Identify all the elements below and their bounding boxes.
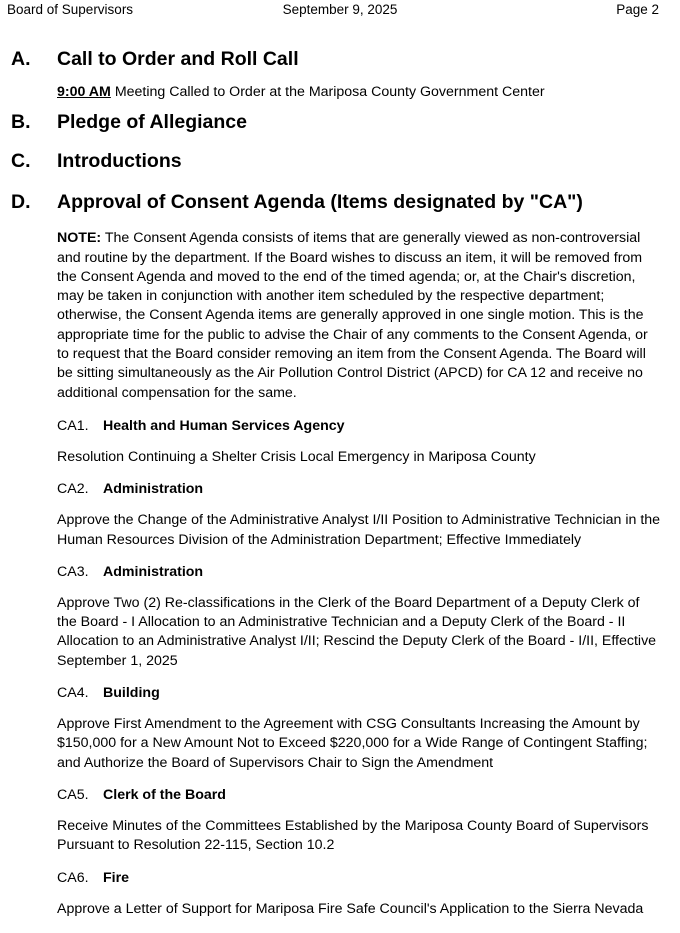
- section-consent-agenda: [11, 191, 661, 403]
- section-pledge: [11, 111, 661, 150]
- item-heading: [57, 685, 661, 705]
- item-heading: [57, 564, 661, 584]
- note-text: The Consent Agenda consists of items that are generally viewed as non-controversial and routine by the department. If the Board wishes to discuss an item, it will be removed from the Consent Agenda and moved to the end of the timed agenda; or, at the Chair's discretion, may be taken in conjunction with another item scheduled by the respective department; otherwise, the Consent Agenda items are generally approved in one single motion. This is the appropriate time for the public to advise the Chair of any comments to the Consent Agenda, or to request that the Board consider removing an item from the Consent Agenda. The Board will be sitting simultaneously as the Air Pollution Control District (APCD) for CA 12 and receive no additional compensation for the same.: [57, 230, 648, 401]
- item-department: Building: [103, 685, 160, 702]
- header-board-name: Board of Supervisors: [7, 2, 134, 17]
- consent-note: [57, 229, 661, 403]
- header-page-number: Page 2: [616, 2, 659, 17]
- section-letter: B.: [11, 111, 31, 134]
- item-department: Health and Human Services Agency: [103, 417, 345, 434]
- item-description: Approve a Letter of Support for Mariposa Fire Safe Council's Application to the Sierra Nevada: [57, 900, 644, 917]
- item-description: Receive Minutes of the Committees Established by the Mariposa County Board of Supervisors Pursuant to Resolution 22-115, Section 10.2: [57, 817, 649, 854]
- section-title: Call to Order and Roll Call: [57, 48, 299, 70]
- call-time: 9:00 AM: [57, 84, 111, 100]
- section-heading: [11, 191, 661, 227]
- header-meeting-date: September 9, 2025: [282, 2, 398, 17]
- section-heading: [11, 48, 661, 84]
- consent-item-ca2: [11, 481, 661, 550]
- item-description: Resolution Continuing a Shelter Crisis Local Emergency in Mariposa County: [57, 448, 536, 465]
- item-code: CA2.: [57, 481, 89, 498]
- note-label: NOTE:: [57, 230, 102, 247]
- section-title: Introductions: [57, 150, 182, 173]
- item-department: Clerk of the Board: [103, 786, 226, 803]
- item-heading: [57, 787, 661, 807]
- consent-item-ca5: [11, 787, 661, 856]
- item-department: Administration: [103, 481, 204, 498]
- call-text: Meeting Called to Order at the Mariposa County Government Center: [110, 84, 545, 100]
- call-to-order-line: [57, 83, 661, 102]
- page-header: [0, 2, 680, 20]
- item-description: Approve First Amendment to the Agreement with CSG Consultants Increasing the Amount by $150,000 for a New Amount Not to Exceed $220,000 for a Wide Range of Contingent Staffing; and Authorize the Board of Supervisors Chair to Sign the Amendment: [57, 716, 648, 771]
- section-introductions: [11, 150, 661, 191]
- consent-item-ca4: [11, 685, 661, 773]
- section-call-to-order: [11, 48, 661, 102]
- item-code: CA4.: [57, 685, 89, 702]
- item-code: CA5.: [57, 786, 89, 803]
- item-heading: [57, 418, 661, 438]
- section-letter: A.: [11, 48, 31, 70]
- section-title: Approval of Consent Agenda (Items designated by "CA"): [57, 191, 583, 214]
- section-heading: [11, 111, 661, 150]
- item-description: Approve Two (2) Re-classifications in the Clerk of the Board Department of a Deputy Clerk of the Board - I Allocation to an Administrative Technician and a Deputy Clerk of the Board - II Allocation to an Administrative Analyst I/II; Rescind the Deputy Clerk of the Board - I/II, Effective September 1, 2025: [57, 594, 657, 669]
- item-code: CA6.: [57, 869, 89, 886]
- consent-item-ca1: [11, 418, 661, 467]
- section-letter: C.: [11, 150, 31, 173]
- item-heading: [57, 870, 661, 890]
- consent-item-ca6: [11, 870, 661, 919]
- section-heading: [11, 150, 661, 191]
- section-letter: D.: [11, 191, 31, 214]
- item-description: Approve the Change of the Administrative Analyst I/II Position to Administrative Technician in the Human Resources Division of the Administration Department; Effective Immediately: [57, 512, 661, 548]
- section-title: Pledge of Allegiance: [57, 111, 247, 134]
- item-department: Fire: [103, 869, 130, 886]
- item-department: Administration: [103, 563, 204, 580]
- item-heading: [57, 481, 661, 501]
- item-code: CA3.: [57, 563, 89, 580]
- agenda-content: [11, 48, 661, 933]
- consent-item-ca3: [11, 564, 661, 671]
- item-code: CA1.: [57, 417, 89, 434]
